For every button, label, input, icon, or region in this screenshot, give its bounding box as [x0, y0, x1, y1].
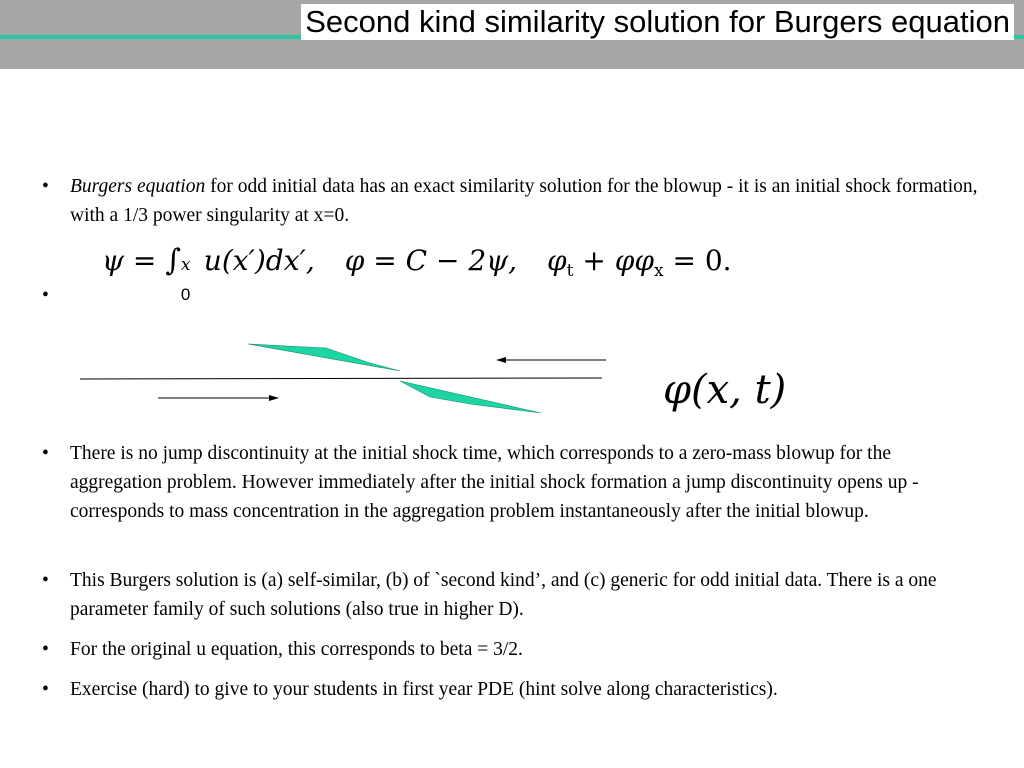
left-moving-arrow: [496, 357, 606, 363]
bullet-1: [42, 172, 982, 230]
eq-equals: =: [123, 244, 166, 277]
eq-lower-limit: 0: [180, 285, 191, 304]
bullet-4: [42, 635, 982, 664]
bullet-2: [42, 439, 982, 526]
phi-x-t-label: [663, 362, 786, 418]
eq-pde-sub-t: t: [566, 261, 574, 281]
eq-psi: ψ: [102, 244, 124, 277]
bullet-1-text: [70, 172, 982, 230]
eq-integral-limits: [180, 255, 195, 304]
bullet-marker: •: [42, 443, 49, 464]
burgers-equation-term: Burgers equation: [70, 176, 206, 197]
eq-pde-sub-x: x: [653, 261, 664, 281]
eq-upper-limit: x: [180, 255, 191, 275]
bullet-marker: •: [42, 285, 49, 306]
bullet-4-text: For the original u equation, this corresponds to beta = 3/2.: [70, 639, 523, 660]
bullet-marker: •: [42, 570, 49, 591]
eq-integral-sign: ∫: [165, 243, 181, 278]
eq-pde-plus: + φφ: [573, 244, 654, 277]
lower-shock-wedge: [400, 381, 541, 413]
eq-pde-end: = 0.: [663, 244, 732, 277]
bullet-3: [42, 566, 982, 624]
bullet-5-text: Exercise (hard) to give to your students in first year PDE (hint solve along characteristics).: [70, 679, 778, 700]
similarity-equation: [102, 236, 732, 304]
eq-pde-phi: φ: [547, 244, 567, 277]
slide-title: Second kind similarity solution for Burgers equation: [301, 4, 1014, 40]
phi-x-t-text: φ(x, t): [663, 367, 787, 413]
x-axis-line: [80, 378, 602, 379]
right-moving-arrow: [158, 395, 279, 401]
eq-integrand: u(x′)dx′,: [203, 244, 315, 277]
eq-phi-def-lhs: φ: [344, 244, 365, 277]
eq-phi-def-rhs: = C − 2ψ,: [364, 244, 518, 277]
bullet-1-rest: for odd initial data has an exact similarity solution for the blowup - it is an initial shock formation, with a 1/3 power singularity at x=0.: [70, 176, 978, 226]
shock-formation-diagram: [70, 335, 630, 425]
bullet-5: [42, 675, 982, 704]
bullet-marker: •: [42, 176, 49, 197]
bullet-3-text: This Burgers solution is (a) self-similar, (b) of `second kind’, and (c) generic for odd initial data. There is a one parameter family of such solutions (also true in higher D).: [70, 570, 937, 620]
bullet-marker: •: [42, 639, 49, 660]
bullet-marker: •: [42, 679, 49, 700]
bullet-2-text: There is no jump discontinuity at the initial shock time, which corresponds to a zero-mass blowup for the aggregation problem. However immediately after the initial shock formation a jump discontinuity opens up - corresponds to mass concentration in the aggregation problem instantaneously after the initial blowup.: [70, 443, 919, 522]
upper-shock-wedge: [248, 344, 400, 371]
